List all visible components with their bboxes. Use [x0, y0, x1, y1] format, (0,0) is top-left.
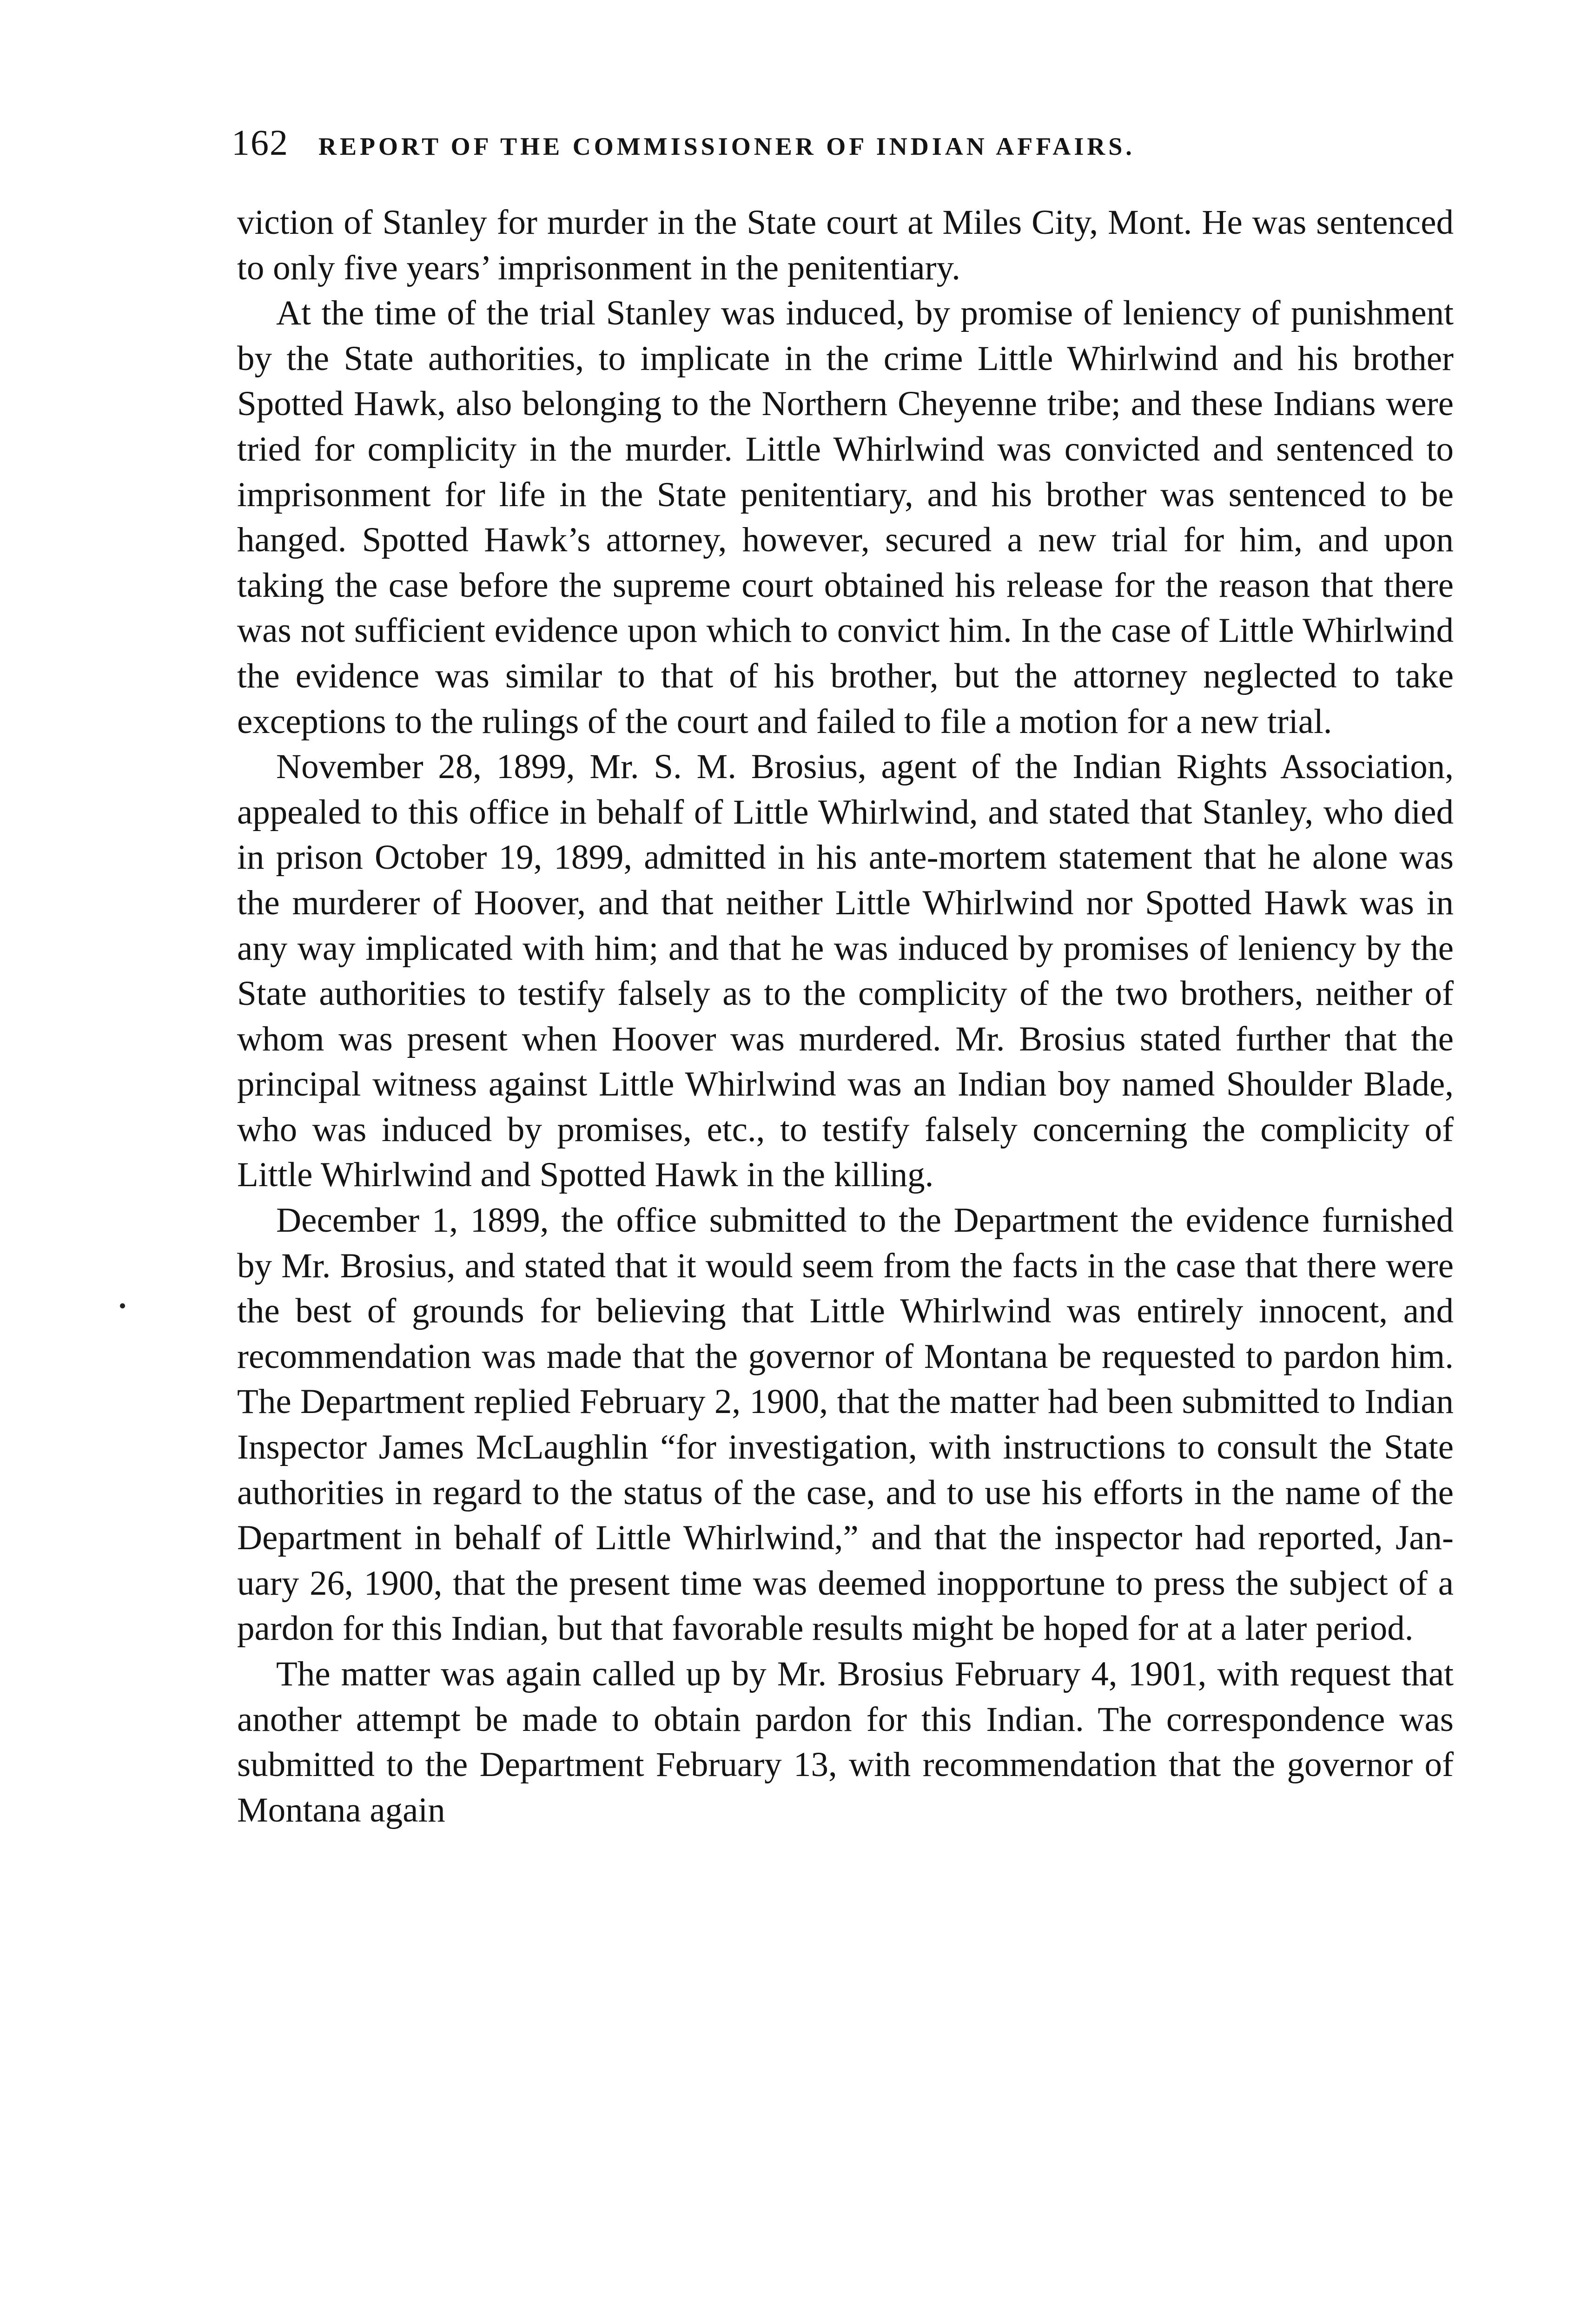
paragraph-4: December 1, 1899, the office submitted to the Department the evidence furnished by Mr. Brosius, and stated that it would seem from the facts in the case that there were the best of grounds for believing that Little Whirlwind was entirely innocent, and recommendation was made that the governor of Montana be requested to pardon him. The Department replied February 2, 1900, that the matter had been submitted to Indian Inspector James McLaughlin “for investigation, with instructions to consult the State authorities in regard to the status of the case, and to use his efforts in the name of the Department in behalf of Little Whirlwind,” and that the inspector had reported, January 26, 1900, that the present time was deemed inopportune to press the subject of a pardon for this Indian, but that favorable results might be hoped for at a later period.	[237, 1201, 1454, 1648]
page-number: 162	[232, 122, 289, 163]
running-header	[232, 122, 1338, 173]
paragraph-2: At the time of the trial Stanley was induced, by promise of leniency of punishment by the State authorities, to implicate in the crime Little Whirlwind and his brother Spotted Hawk, also belonging to the Northern Cheyenne tribe; and these Indians were tried for complicity in the murder. Little Whirlwind was convicted and sentenced to imprisonment for life in the State penitentiary, and his brother was sentenced to be hanged. Spotted Hawk’s attorney, however, secured a new trial for him, and upon taking the case before the supreme court obtained his release for the reason that there was not sufficient evidence upon which to convict him. In the case of Little Whirlwind the evidence was similar to that of his brother, but the attorney neglected to take exceptions to the rulings of the court and failed to file a motion for a new trial.	[237, 294, 1454, 741]
paragraph-3: November 28, 1899, Mr. S. M. Brosius, agent of the Indian Rights Association, appealed to this office in behalf of Little Whirlwind, and stated that Stanley, who died in prison October 19, 1899, admitted in his ante-mortem statement that he alone was the murderer of Hoover, and that neither Little Whirlwind nor Spotted Hawk was in any way implicated with him; and that he was induced by promises of leniency by the State authorities to testify falsely as to the complicity of the two brothers, neither of whom was present when Hoover was murdered. Mr. Brosius stated further that the principal witness against Little Whirlwind was an Indian boy named Shoulder Blade, who was induced by promises, etc., to testify falsely concerning the complicity of Little Whirlwind and Spotted Hawk in the killing.	[237, 747, 1454, 1195]
paragraph-5: The matter was again called up by Mr. Brosius February 4, 1901, with request that another attempt be made to obtain pardon for this Indian. The correspondence was submitted to the Department February 13, with recommendation that the governor of Montana again	[237, 1655, 1454, 1829]
running-title: REPORT OF THE COMMISSIONER OF INDIAN AFFAIRS.	[318, 132, 1135, 160]
body-text	[237, 200, 1454, 1833]
paragraph-1: viction of Stanley for murder in the State court at Miles City, Mont. He was sentenced to only five years’ imprisonment in the penitentiary.	[237, 203, 1454, 287]
margin-ink-speck	[120, 1303, 125, 1308]
